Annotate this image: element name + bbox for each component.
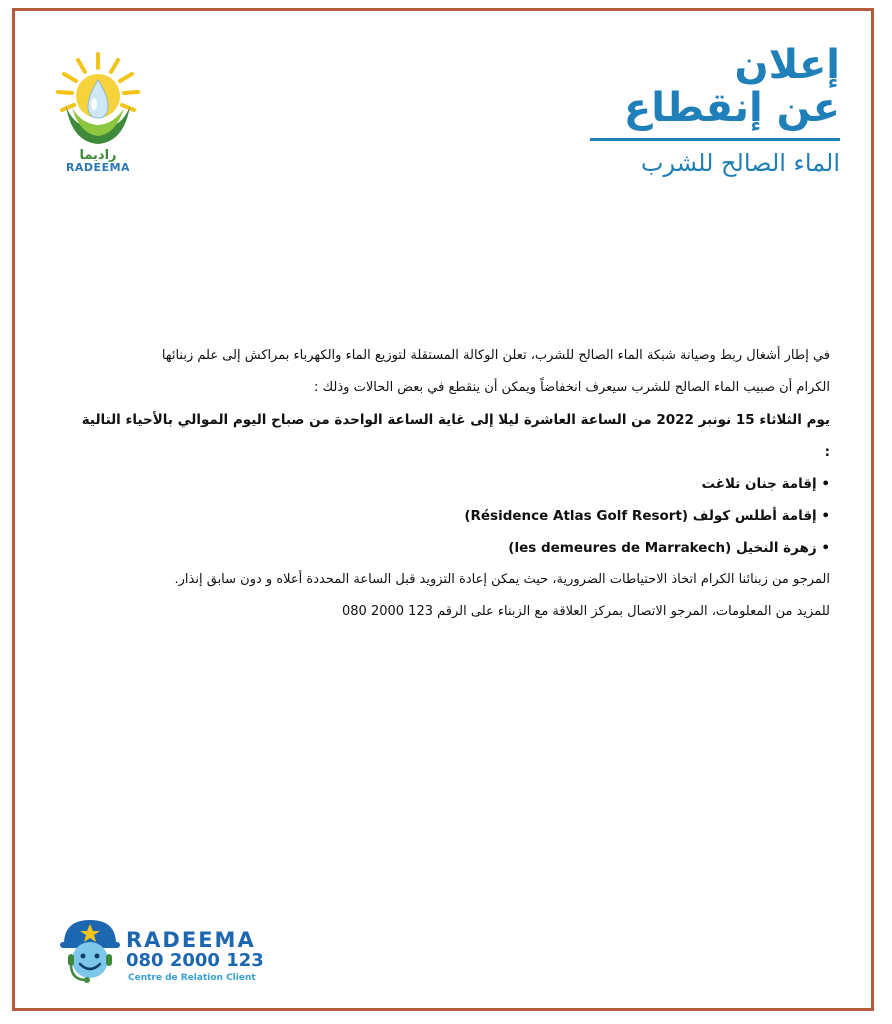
footer-phone-number: 080 2000 123 bbox=[126, 950, 264, 971]
announcement-body bbox=[72, 340, 830, 628]
logo-arabic-text: راديما bbox=[79, 148, 117, 163]
mascot-icon bbox=[58, 914, 122, 990]
footer-subtitle: Centre de Relation Client bbox=[128, 973, 256, 983]
affected-areas-list bbox=[72, 468, 830, 564]
sun-water-drop-icon bbox=[52, 50, 144, 148]
radeema-logo bbox=[52, 50, 144, 178]
list-item: • زهرة النخيل (les demeures de Marrakech) bbox=[72, 532, 830, 564]
logo-latin-text: RADEEMA bbox=[65, 161, 131, 174]
list-item: • إقامة أطلس كولف (Résidence Atlas Golf Resort) bbox=[72, 500, 830, 532]
title-divider bbox=[590, 138, 840, 141]
footer-brand: RADEEMA bbox=[126, 928, 256, 952]
contact-info: للمزيد من المعلومات، المرجو الاتصال بمركز العلاقة مع الزبناء على الرقم 123 2000 080 bbox=[341, 604, 830, 619]
intro-line-2: الكرام أن صبيب الماء الصالح للشرب سيعرف انخفاضاً ويمكن أن ينقطع في بعض الحالات وذلك : bbox=[313, 380, 830, 395]
schedule-line: يوم الثلاثاء 15 نونبر 2022 من الساعة العاشرة ليلا إلى غاية الساعة الواحدة من صباح اليوم الموالي بالأحياء التالية : bbox=[81, 412, 830, 460]
announcement-title bbox=[590, 44, 840, 177]
title-drinking-water: الماء الصالح للشرب bbox=[640, 149, 840, 177]
customer-center-logo bbox=[58, 914, 288, 990]
title-interruption: عن إنقطاع bbox=[623, 85, 840, 131]
list-item: • إقامة جنان تلاغت bbox=[72, 468, 830, 500]
precaution-notice: المرجو من زبنائنا الكرام اتخاذ الاحتياطات الضرورية، حيث يمكن إعادة التزويد قبل الساعة المحددة أعلاه و دون سابق إنذار. bbox=[174, 572, 830, 587]
title-announcement: إعلان bbox=[734, 42, 840, 88]
intro-line-1: في إطار أشغال ربط وصيانة شبكة الماء الصالح للشرب، تعلن الوكالة المستقلة لتوزيع الماء والكهرباء بمراكش إلى علم زبنائها bbox=[161, 348, 830, 363]
